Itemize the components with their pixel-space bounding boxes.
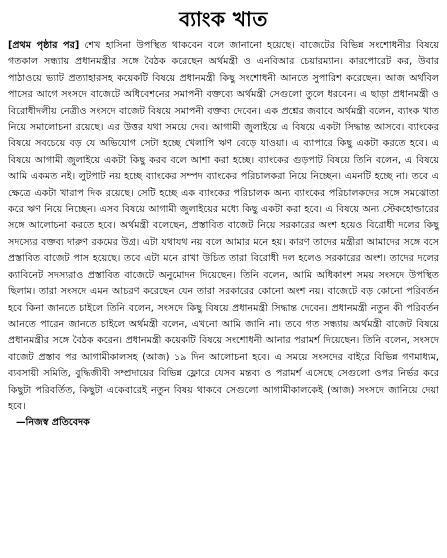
article-text: শেখ হাসিনা উপস্থিত থাকবেন বলে জানানো হয়েছে। বাজেটের বিভিন্ন সংশোধনীর বিষয়ে গতকাল সন্ধ্যায় প্রধানমন্ত্রীর সঙ্গে বৈঠক করেছেন অর্থমন্ত্রী ও এনবিআর চেয়ারম্যান। কারপোরেট কর, উবার পাঠাওয়ে ভ্যাট প্রত্যাহারসহ কয়েকটি বিষয়ে প্রধানমন্ত্রী কিছু সংশোধনী আনতে সুপারিশ করেছেন। আজ অর্থবিল পাসের আগে সংসদে বাজেটে অধিবেশনের সমাপনী বক্তব্যে অর্থমন্ত্রী সেগুলো তুলে ধরবেন। এ ছাড়া প্রধানমন্ত্রী ও বিরোধীদলীয় নেত্রীও সংসদে বাজেট বিষয়ে সমাপনী বক্তব্য দেবেন। এক প্রশ্নের জবাবে অর্থমন্ত্রী বলেন, ব্যাংক খাত নিয়ে সমালোচনা রয়েছে। এর উত্তর যথা সময়ে দেব। আগামী জুলাইয়ে এ বিষয়ে একটা সিদ্ধান্ত আসবে। ব্যাংকের বিষয়ে সবচেয়ে বড় যে অভিযোগ সেটা হচ্ছে খেলাপি ঋণ বেড়ে যাওয়া। এ ব্যাপারে কিছু একটা করতে হবে। এ বিষয়ে আগামী জুলাইয়ে একটা কিছু করব বলে আশা করা হচ্ছে। ব্যাংকের গুড়পাট বিষয়ে তিনি বলেন, এ বিষয়ে আমি একমত নই। লুটপাট নয় হচ্ছে ব্যাংকের সম্পদ ব্যাংকের পরিচালকরা নিয়ে নিচ্ছেন। এমনটি হচ্ছে না। তবে এ ক্ষেত্রে একটা খারাপ দিক রয়েছে। সেটি হচ্ছে এক ব্যাংকের পরিচালক অন্য ব্যাংকের পরিচালকদের সঙ্গে সমঝোতা করে ঋণ নিয়ে নিচ্ছেন। এসব বিষয়ে আগামী জুলাইয়ের মধ্যে কিছু একটা করা হবে। এ বিষয়ে অন্য স্টেকহোল্ডারের সঙ্গে আলোচনা করতে হবে। অর্থমন্ত্রী বলেছেন, প্রস্তাবিত বাজেট নিয়ে সরকারের অংশ হয়েও বিরোধী দলের কিছু সদস্যের বক্তব্য দারুণ রকমের উগ্র। এটা যথাযথ নয় বলে আমার মনে হয়। কারণ তাদের মন্ত্রীরা আমাদের সঙ্গে বসে প্রস্তাবিত বাজেট পাস হয়েছে। তবে এটা মনে রাখা উচিত তারা বিরোধী দল হলেও সরকারের অংশ। তাদের দলের ক্যাবিনেট সদস্যরাও প্রস্তাবিত বাজেটে অনুমোদন দিয়েছেন। তিনি বলেন, আমি অধিকাংশ সময় সংসদে উপস্থিত ছিলাম। তারা সংসদে এমন আচরণ করেছেন যেন তারা সরকারের কোনো অংশ নয়। বাজেটে বড় কোনো পরিবর্তন হবে কিনা জানতে চাইলে তিনি বলেন, সংসদে কিছু বিষয়ে প্রধানমন্ত্রী সিদ্ধান্ত দেবেন। প্রধানমন্ত্রী নতুন কী পরিবর্তন আনতে পারেন জানতে চাইলে অর্থমন্ত্রী বলেন, এখনো আমি জানি না। তবে গত সন্ধ্যায় অর্থমন্ত্রী বাজেট বিষয়ে প্রধানমন্ত্রীর সঙ্গে বৈঠক করেন। প্রধানমন্ত্রী কয়েকটি বিষয়ে সংশোধনী আনার পরামর্শ দিয়েছেন। তিনি বলেন, সংসদে বাজেট প্রস্তাব পর আগামীকালসহ (আজ) ১৯ দিন আলোচনা হবে। এ সময়ে সংসদের বাইরে বিভিন্ন গণমাধ্যম, ব্যবসায়ী সমিতি, বুদ্ধিজীবী সম্প্রদায়ের বিভিন্ন ফ্লোরে যেসব মন্তব্য ও পরামর্শ এসেছে সেগুলো ওপর নির্ভর করে কিছুটা পরিবর্তিত, কিছুটা একেবারেই নতুন বিষয় থাকবে সেগুলো আগামীকালকেই (আজ) সংসদে জানিয়ে দেয়া হবে।	[8, 40, 439, 412]
article-body	[8, 38, 439, 415]
continued-from-front-page-marker: [প্রথম পৃষ্ঠার পর]	[8, 40, 80, 51]
article-byline: —নিজস্ব প্রতিবেদক	[16, 417, 90, 429]
article-headline: ব্যাংক খাত	[179, 7, 268, 31]
article-paragraph	[8, 38, 439, 415]
